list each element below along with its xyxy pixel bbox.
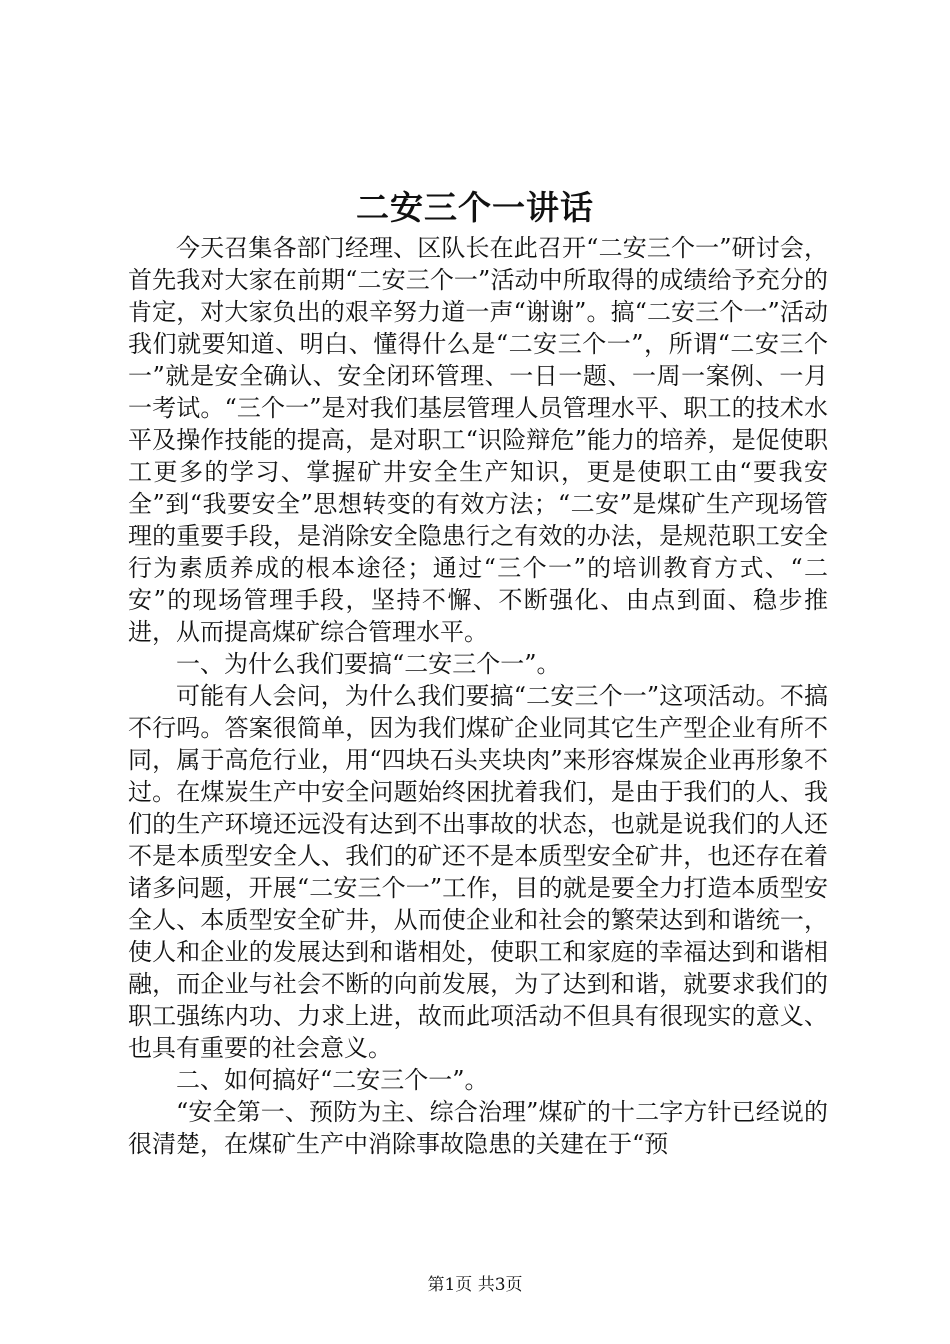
paragraph-why: 可能有人会问，为什么我们要搞“二安三个一”这项活动。不搞不行吗。答案很简单，因为我们煤矿企业同其它生产型企业有所不同，属于高危行业，用“四块石头夹块肉”来形容煤炭企业再形象不过。在煤炭生产中安全问题始终困扰着我们，是由于我们的人、我们的生产环境还远没有达到不出事故的状态，也就是说我们的人还不是本质型安全人、我们的矿还不是本质型安全矿井，也还存在着诸多问题，开展“二安三个一”工作，目的就是要全力打造本质型安全人、本质型安全矿井，从而使企业和社会的繁荣达到和谐统一，使人和企业的发展达到和谐相处，使职工和家庭的幸福达到和谐相融，而企业与社会不断的向前发展，为了达到和谐，就要求我们的职工强练内功、力求上进，故而此项活动不但具有很现实的意义、也具有重要的社会意义。 (128, 682, 828, 1062)
document-body (128, 232, 828, 1160)
paragraph-intro: 今天召集各部门经理、区队长在此召开“二安三个一”研讨会，首先我对大家在前期“二安三个一”活动中所取得的成绩给予充分的肯定，对大家负出的艰辛努力道一声“谢谢”。搞“二安三个一”活动我们就要知道、明白、懂得什么是“二安三个一”，所谓“二安三个一”就是安全确认、安全闭环管理、一日一题、一周一案例、一月一考试。“三个一”是对我们基层管理人员管理水平、职工的技术水平及操作技能的提高，是对职工“识险辩危”能力的培养，是促使职工更多的学习、掌握矿井安全生产知识，更是使职工由“要我安全”到“我要安全”思想转变的有效方法；“二安”是煤矿生产现场管理的重要手段，是消除安全隐患行之有效的办法，是规范职工安全行为素质养成的根本途径；通过“三个一”的培训教育方式、“二安”的现场管理手段，坚持不懈、不断强化、由点到面、稳步推进，从而提高煤矿综合管理水平。 (128, 234, 828, 646)
page-footer: 第1页 共3页 (427, 1275, 523, 1295)
paragraph-how: “安全第一、预防为主、综合治理”煤矿的十二字方针已经说的很清楚，在煤矿生产中消除事故隐患的关建在于“预 (128, 1098, 828, 1158)
section-heading-why: 一、为什么我们要搞“二安三个一”。 (176, 650, 561, 678)
document-title: 二安三个一讲话 (356, 188, 594, 227)
section-heading-how: 二、如何搞好“二安三个一”。 (176, 1066, 489, 1094)
